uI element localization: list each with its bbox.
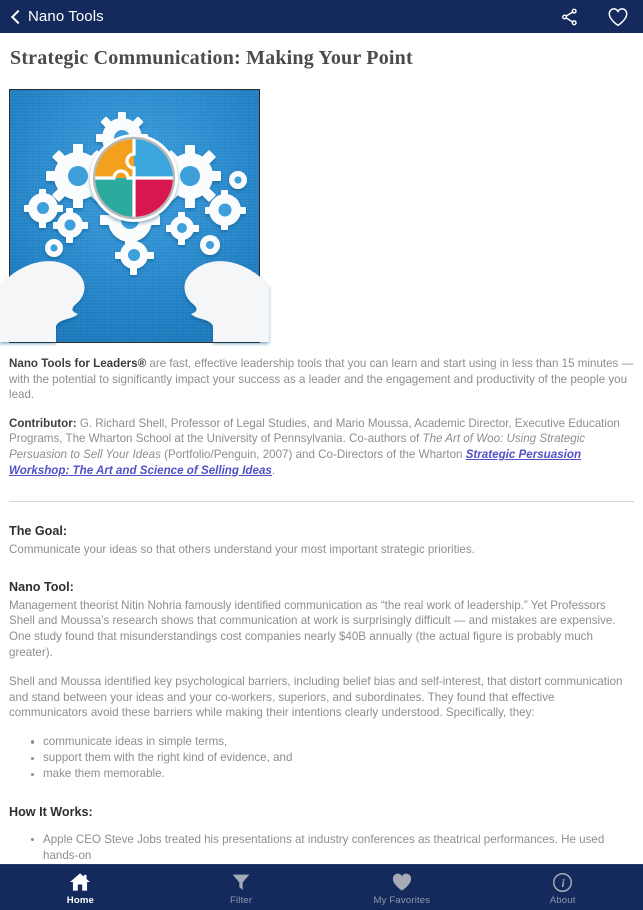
hero-image bbox=[9, 89, 260, 343]
section-heading: The Goal: bbox=[9, 524, 68, 539]
back-button[interactable] bbox=[9, 8, 104, 25]
hero-image-artwork bbox=[10, 90, 259, 342]
list-item: make them memorable. bbox=[43, 766, 634, 782]
tab-my-favorites-label: My Favorites bbox=[373, 894, 431, 906]
contributor-text-2: (Portfolio/Penguin, 2007) and Co-Directors of the Wharton bbox=[160, 447, 466, 461]
section-divider bbox=[9, 501, 634, 502]
article-scroll-area[interactable] bbox=[0, 33, 643, 864]
section-heading: Nano Tool: bbox=[9, 579, 74, 594]
nano-tool-bullet-list bbox=[9, 734, 634, 783]
tab-filter[interactable] bbox=[161, 865, 322, 910]
list-item: communicate ideas in simple terms, bbox=[43, 734, 634, 750]
home-icon bbox=[69, 872, 91, 893]
tab-about-label: About bbox=[549, 894, 576, 906]
nav-actions bbox=[560, 7, 629, 27]
bottom-tab-bar bbox=[0, 864, 643, 910]
tab-about[interactable] bbox=[482, 865, 643, 910]
top-navigation-bar bbox=[0, 0, 643, 33]
intro-paragraph bbox=[9, 356, 634, 403]
share-icon[interactable] bbox=[560, 7, 580, 27]
tab-home-label: Home bbox=[66, 894, 94, 906]
tab-filter-label: Filter bbox=[230, 894, 253, 906]
section-body bbox=[9, 542, 634, 558]
book-title: The Art of Woo: Using Strategic Persuasion to Sell Your Ideas bbox=[9, 432, 586, 461]
puzzle-circle bbox=[90, 134, 178, 222]
paragraph: Management theorist Nitin Nohria famously identified communication as “the real work of leadership.” Yet Professors Shell and Moussa’s research shows that communication at work is surprisingly difficult — and mistakes are expensive. One study found that misunderstandings cost companies nearly $40B annually (the actual figure is probably much greater). bbox=[9, 598, 616, 659]
section-heading: How It Works: bbox=[9, 804, 93, 819]
intro-text: are fast, effective leadership tools that you can learn and start using in less than 15 minutes — with the potential to significantly impact your success as a leader and the engagement and productivity of the people you lead. bbox=[9, 357, 634, 402]
workshop-link[interactable]: Strategic Persuasion Workshop: The Art and Science of Selling Ideas bbox=[9, 447, 582, 477]
section-nano-tool bbox=[9, 580, 634, 783]
page-title: Strategic Communication: Making Your Point bbox=[10, 47, 413, 69]
contributor-paragraph bbox=[9, 416, 634, 478]
chevron-left-icon bbox=[9, 9, 22, 25]
section-body bbox=[9, 598, 634, 721]
contributor-text-3: . bbox=[271, 463, 276, 477]
tab-home[interactable] bbox=[0, 865, 161, 910]
contributor-text-1: G. Richard Shell, Professor of Legal Studies, and Mario Moussa, Academic Director, Executive Education Programs, The Wharton School at the University of Pennsylvania. Co-authors of bbox=[9, 416, 620, 446]
paragraph: Communicate your ideas so that others understand your most important strategic priorities. bbox=[9, 543, 475, 557]
paragraph: Shell and Moussa identified key psychological barriers, including belief bias and self-interest, that distort communication and stand between your ideas and your co-workers, superiors, and subordinates. They found that effective communicators avoid these barriers while making their intentions clearly understood. Specifically, they: bbox=[9, 675, 623, 720]
intro-lead: Nano Tools for Leaders® bbox=[9, 357, 147, 370]
how-it-works-bullet-list bbox=[9, 832, 634, 864]
list-item: support them with the right kind of evidence, and bbox=[43, 750, 634, 766]
back-button-label: Nano Tools bbox=[28, 8, 104, 25]
contributor-label: Contributor: bbox=[9, 416, 77, 430]
list-item: Apple CEO Steve Jobs treated his presentations at industry conferences as theatrical performances. He used hands-on bbox=[43, 832, 634, 864]
info-circle-icon bbox=[552, 872, 573, 893]
tab-my-favorites[interactable] bbox=[322, 865, 483, 910]
section-the-goal bbox=[9, 524, 634, 558]
heart-outline-icon[interactable] bbox=[607, 7, 629, 27]
svg-text:i: i bbox=[561, 877, 565, 890]
heart-filled-icon bbox=[391, 872, 413, 893]
filter-funnel-icon bbox=[231, 872, 251, 893]
section-how-it-works bbox=[9, 805, 634, 864]
